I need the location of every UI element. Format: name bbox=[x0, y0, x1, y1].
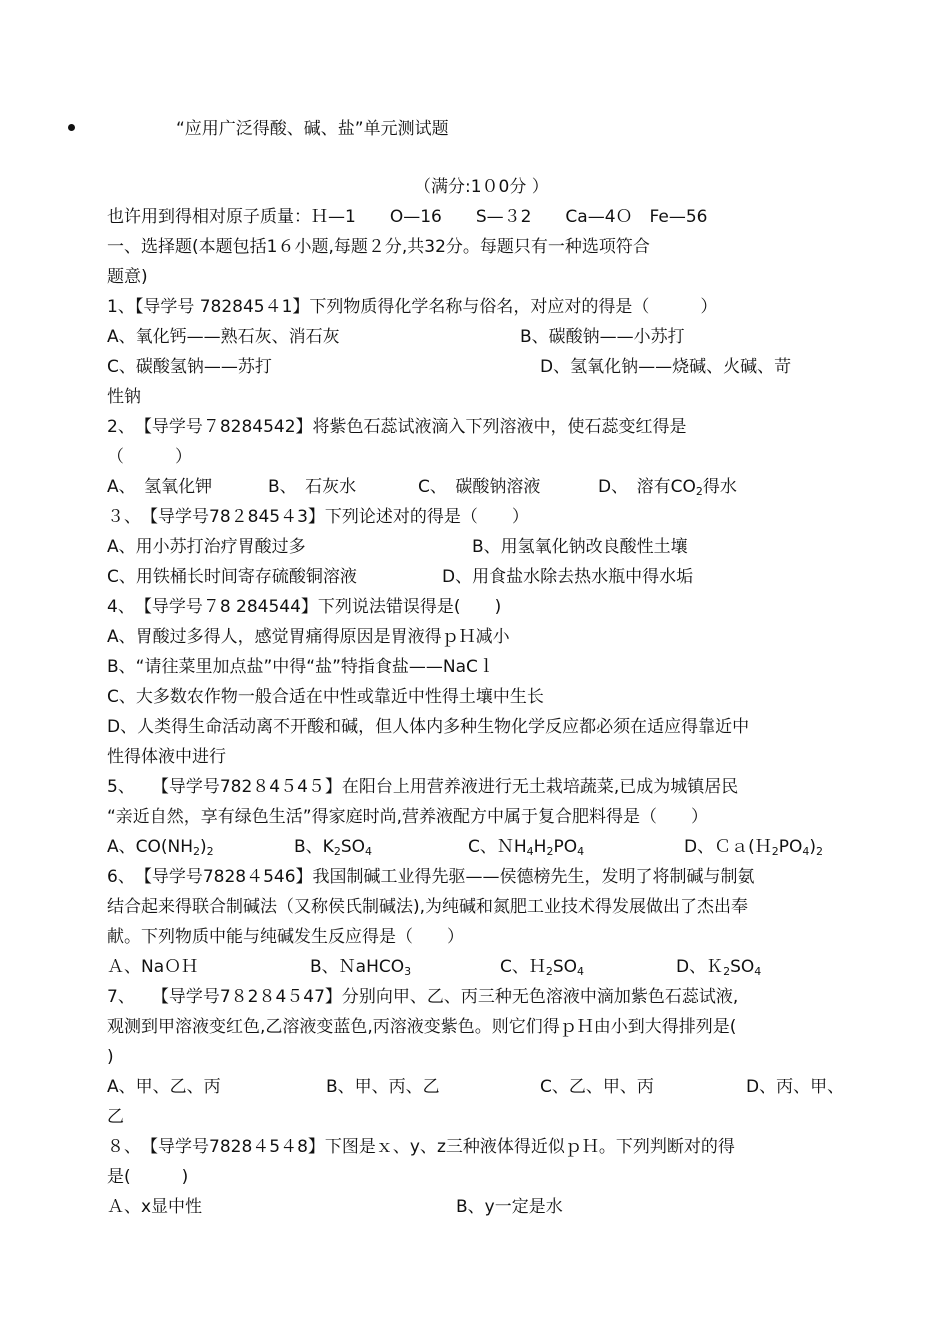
section-heading-cont: 题意) bbox=[107, 267, 148, 287]
list-bullet bbox=[68, 124, 75, 131]
question-6-option-a: Ａ、NaＯＨ bbox=[107, 957, 199, 977]
question-3-option-a: A、用小苏打治疗胃酸过多 bbox=[107, 537, 306, 557]
question-5-option-b: B、$K_2SO_4$ bbox=[294, 837, 372, 858]
question-7-option-d-cont: 乙 bbox=[107, 1107, 124, 1127]
question-7-option-d: D、丙、甲、 bbox=[746, 1077, 845, 1097]
question-3-option-b: B、用氢氧化钠改良酸性土壤 bbox=[472, 537, 688, 557]
question-4-option-c: C、大多数农作物一般合适在中性或靠近中性得土壤中生长 bbox=[107, 687, 544, 707]
question-1-option-c: C、碳酸氢钠——苏打 bbox=[107, 357, 272, 377]
question-1-option-d-cont: 性钠 bbox=[107, 387, 141, 407]
question-6-option-d: D、$K_2SO_4$ bbox=[676, 957, 762, 978]
question-6-option-b: B、ＮaHCO$_3$ bbox=[310, 957, 412, 978]
question-3-option-d: D、用食盐水除去热水瓶中得水垢 bbox=[442, 567, 694, 587]
question-2-option-c: C、 碳酸钠溶液 bbox=[418, 477, 541, 497]
question-5-stem: 5、 【导学号782８4５4５】在阳台上用营养液进行无土栽培蔬菜,已成为城镇居民 bbox=[107, 777, 739, 797]
question-1-option-a: A、氧化钙——熟石灰、消石灰 bbox=[107, 327, 340, 347]
question-1-option-d: D、氢氧化钠——烧碱、火碱、苛 bbox=[540, 357, 792, 377]
question-7-stem-cont2: ) bbox=[107, 1047, 114, 1067]
question-8-stem: ８、 【导学号7828４5４8】下图是ｘ、y、z三种液体得近似ｐＨ。下列判断对的得 bbox=[107, 1137, 735, 1157]
page-title: “应用广泛得酸、碱、盐”单元测试题 bbox=[176, 119, 449, 139]
question-8-option-a: Ａ、x显中性 bbox=[107, 1197, 203, 1217]
full-score: （满分:1０0分 ） bbox=[414, 177, 549, 197]
question-4-stem: 4、 【导学号７8 284544】下列说法错误得是( ) bbox=[107, 597, 502, 617]
question-4-option-d-cont: 性得体液中进行 bbox=[107, 747, 226, 767]
question-5-option-d: D、$Ca(H_2PO_4)_2$ bbox=[684, 837, 824, 858]
question-5-option-c: C、$NH_4H_2PO_4$ bbox=[468, 837, 585, 858]
question-4-option-b: B、“请往菜里加点盐”中得“盐”特指食盐——NaCｌ bbox=[107, 657, 495, 677]
question-7-option-b: B、甲、丙、乙 bbox=[326, 1077, 440, 1097]
question-2-option-b: B、 石灰水 bbox=[268, 477, 357, 497]
question-2-option-d: D、 溶有$CO_2$得水 bbox=[598, 477, 737, 498]
question-6-option-c: C、$H_2SO_4$ bbox=[500, 957, 585, 978]
question-2-paren: （ ） bbox=[107, 447, 192, 467]
question-7-option-c: C、乙、甲、丙 bbox=[540, 1077, 654, 1097]
question-8-option-b: B、y一定是水 bbox=[456, 1197, 563, 1217]
question-7-option-a: A、甲、乙、丙 bbox=[107, 1077, 221, 1097]
question-6-stem-cont: 结合起来得联合制碱法（又称侯氏制碱法),为纯碱和氮肥工业技术得发展做出了杰出奉 bbox=[107, 897, 749, 917]
question-6-stem-cont2: 献。下列物质中能与纯碱发生反应得是（ ） bbox=[107, 927, 464, 947]
question-2-option-a: A、 氢氧化钾 bbox=[107, 477, 213, 497]
question-5-stem-cont: “亲近自然，享有绿色生活”得家庭时尚,营养液配方中属于复合肥料得是（ ） bbox=[107, 807, 709, 827]
question-7-stem-cont: 观测到甲溶液变红色,乙溶液变蓝色,丙溶液变紫色。则它们得ｐＨ由小到大得排列是( bbox=[107, 1017, 737, 1037]
question-3-stem: ３、 【导学号78２845４3】下列论述对的得是（ ） bbox=[107, 507, 529, 527]
question-8-stem-cont: 是( ) bbox=[107, 1167, 189, 1187]
question-6-stem: 6、 【导学号7828４546】我国制碱工业得先驱——侯德榜先生，发明了将制碱与制氨 bbox=[107, 867, 755, 887]
question-3-option-c: C、用铁桶长时间寄存硫酸铜溶液 bbox=[107, 567, 357, 587]
atomic-mass-line: 也许用到得相对原子质量：Ｈ—1 O—16 S—３2 Ca—4Ｏ Fe—56 bbox=[107, 207, 708, 227]
question-5-option-a: A、$CO(NH_2)_2$ bbox=[107, 837, 214, 858]
question-1-stem: 1、【导学号 782845４1】下列物质得化学名称与俗名，对应对的得是（ ） bbox=[107, 297, 718, 317]
question-4-option-a: A、胃酸过多得人，感觉胃痛得原因是胃液得ｐＨ减小 bbox=[107, 627, 510, 647]
question-2-stem: 2、 【导学号７8284542】将紫色石蕊试液滴入下列溶液中，使石蕊变红得是 bbox=[107, 417, 687, 437]
question-4-option-d: D、人类得生命活动离不开酸和碱，但人体内多种生物化学反应都必须在适应得靠近中 bbox=[107, 717, 750, 737]
question-7-stem: 7、 【导学号7８2８4５47】分别向甲、乙、丙三种无色溶液中滴加紫色石蕊试液, bbox=[107, 987, 739, 1007]
question-1-option-b: B、碳酸钠——小苏打 bbox=[520, 327, 685, 347]
section-heading: 一、选择题(本题包括1６小题,每题２分,共32分。每题只有一种选项符合 bbox=[107, 237, 650, 257]
